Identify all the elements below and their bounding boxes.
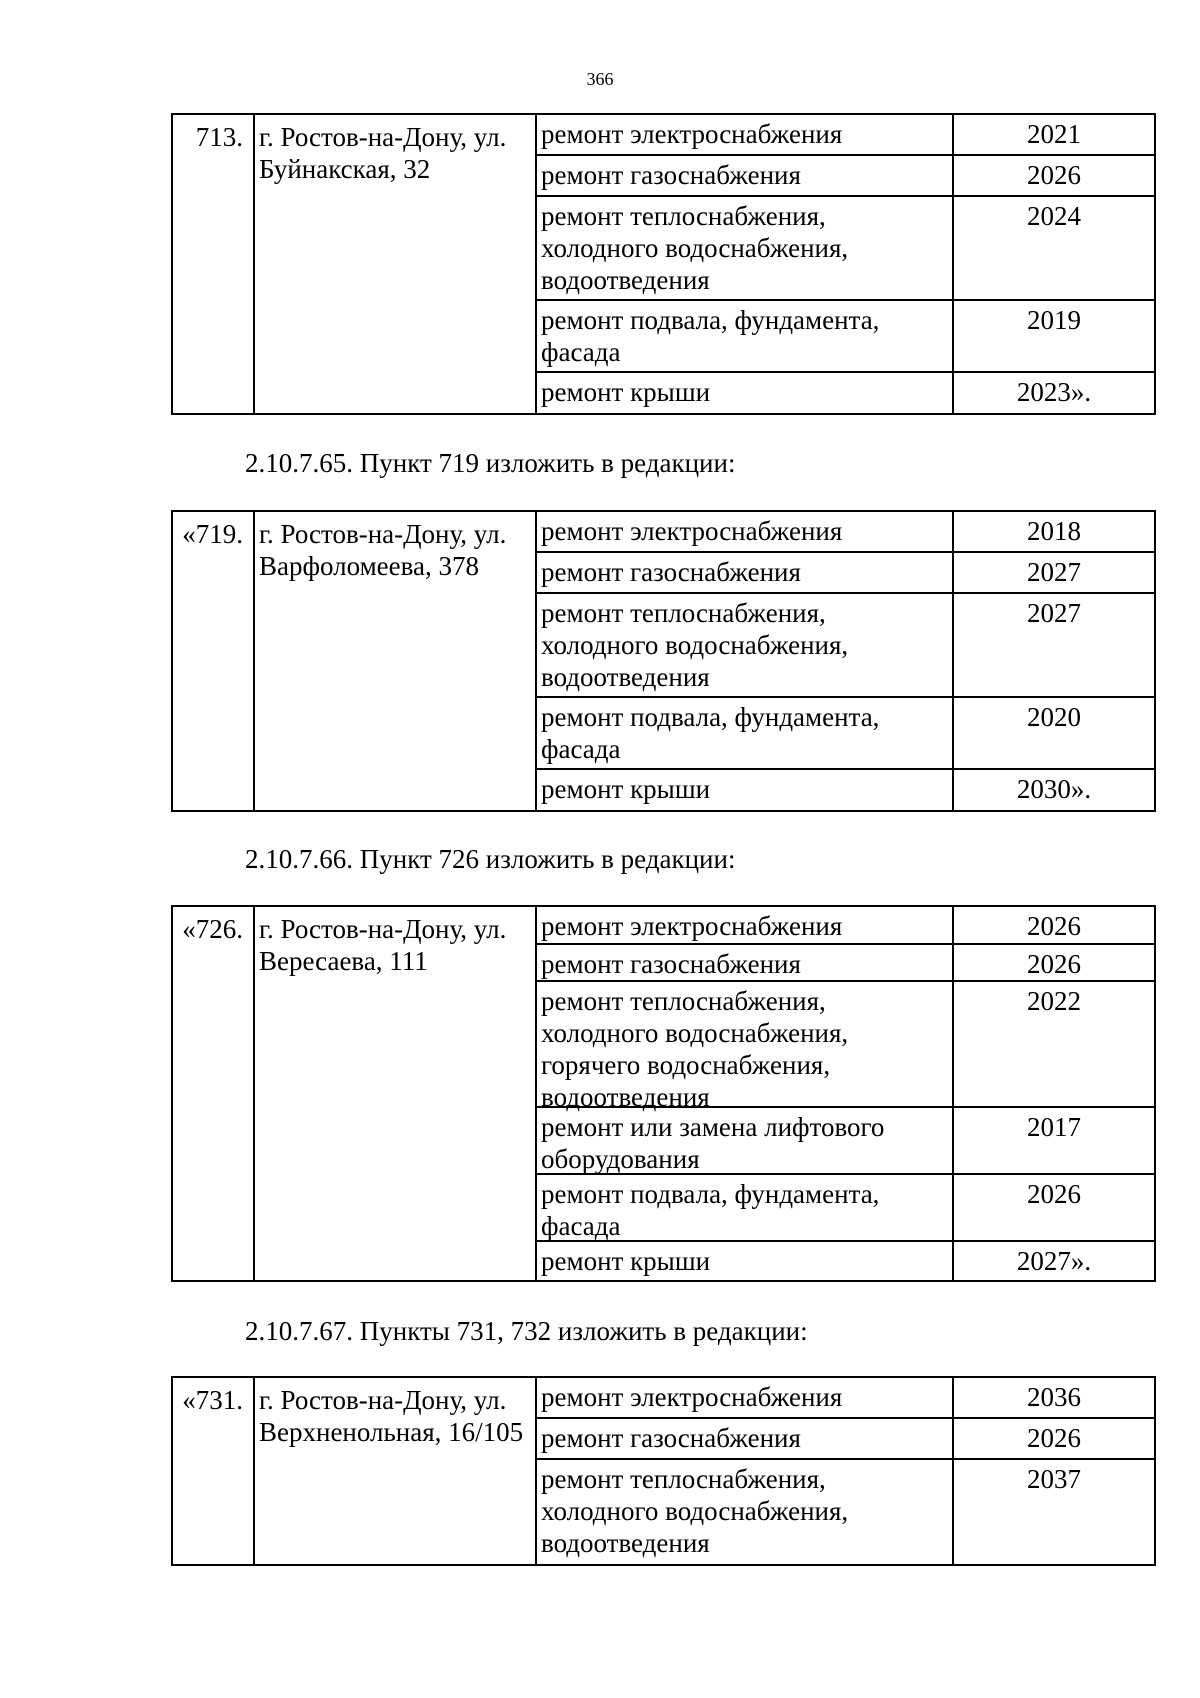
section-heading: 2.10.7.65. Пункт 719 изложить в редакции: xyxy=(245,448,736,478)
item-number: «726. xyxy=(173,907,255,1280)
works-list xyxy=(537,907,1154,1280)
table-row xyxy=(537,512,1154,553)
table-item-731 xyxy=(171,1376,1156,1566)
work-name: ремонт подвала, фундамента, фасада xyxy=(537,698,954,768)
table-row xyxy=(537,1460,1154,1564)
work-name: ремонт газоснабжения xyxy=(537,1419,954,1458)
work-year: 2037 xyxy=(1027,1464,1081,1494)
item-address: г. Ростов-на-Дону, ул. Буйнакская, 32 xyxy=(255,115,537,413)
table-row xyxy=(537,907,1154,945)
item-address: г. Ростов-на-Дону, ул. Верхненольная, 16/105 xyxy=(255,1378,537,1564)
works-list xyxy=(537,115,1154,413)
section-heading: 2.10.7.67. Пункты 731, 732 изложить в редакции: xyxy=(245,1316,808,1346)
item-address: г. Ростов-на-Дону, ул. Вересаева, 111 xyxy=(255,907,537,1280)
section-heading: 2.10.7.66. Пункт 726 изложить в редакции: xyxy=(245,844,736,874)
work-year: 2018 xyxy=(1027,516,1081,546)
table-row xyxy=(537,770,1154,810)
work-name: ремонт газоснабжения xyxy=(537,945,954,982)
work-name: ремонт теплоснабжения, холодного водоснабжения, водоотведения xyxy=(537,1460,954,1564)
table-item-713 xyxy=(171,113,1156,415)
work-name: ремонт крыши xyxy=(537,1242,954,1280)
work-year: 2027 xyxy=(1027,557,1081,587)
work-year: 2026 xyxy=(1027,949,1081,979)
item-number: «719. xyxy=(173,512,255,810)
work-name: ремонт теплоснабжения, холодного водоснабжения, водоотведения xyxy=(537,594,954,696)
table-item-719 xyxy=(171,510,1156,812)
table-row xyxy=(537,945,1154,982)
table-row xyxy=(537,115,1154,156)
work-name: ремонт газоснабжения xyxy=(537,156,954,195)
work-year: 2026 xyxy=(1027,911,1081,941)
work-name: ремонт электроснабжения xyxy=(537,1378,954,1417)
table-item-726 xyxy=(171,905,1156,1282)
work-name: ремонт крыши xyxy=(537,770,954,810)
table-row xyxy=(537,594,1154,698)
table-row xyxy=(537,1108,1154,1175)
item-number: 713. xyxy=(173,115,255,413)
item-address: г. Ростов-на-Дону, ул. Варфоломеева, 378 xyxy=(255,512,537,810)
work-name: ремонт или замена лифтового оборудования xyxy=(537,1108,954,1177)
item-number: «731. xyxy=(173,1378,255,1564)
work-name: ремонт электроснабжения xyxy=(537,115,954,154)
work-name: ремонт газоснабжения xyxy=(537,553,954,592)
table-row xyxy=(537,301,1154,373)
table-row xyxy=(537,1175,1154,1242)
table-row xyxy=(537,1242,1154,1280)
work-name: ремонт электроснабжения xyxy=(537,907,954,944)
work-name: ремонт подвала, фундамента, фасада xyxy=(537,301,954,371)
work-year: 2026 xyxy=(1027,160,1081,190)
work-year: 2021 xyxy=(1027,119,1081,149)
table-row xyxy=(537,1378,1154,1419)
works-list xyxy=(537,1378,1154,1564)
table-row xyxy=(537,373,1154,413)
work-year: 2026 xyxy=(1027,1423,1081,1453)
work-year: 2030». xyxy=(1016,774,1092,804)
work-year: 2020 xyxy=(1027,702,1081,732)
work-year: 2019 xyxy=(1027,305,1081,335)
table-row xyxy=(537,197,1154,301)
work-year: 2023». xyxy=(1016,377,1092,407)
work-name: ремонт крыши xyxy=(537,373,954,413)
work-name: ремонт подвала, фундамента, фасада xyxy=(537,1175,954,1244)
work-name: ремонт теплоснабжения, холодного водоснабжения, горячего водоснабжения, водоотведения xyxy=(537,982,954,1115)
works-list xyxy=(537,512,1154,810)
work-name: ремонт электроснабжения xyxy=(537,512,954,551)
work-year: 2036 xyxy=(1027,1382,1081,1412)
work-year: 2027». xyxy=(1016,1246,1092,1276)
work-year: 2017 xyxy=(1027,1112,1081,1142)
work-year: 2027 xyxy=(1027,598,1081,628)
table-row xyxy=(537,156,1154,197)
page-number: 366 xyxy=(586,69,614,89)
table-row xyxy=(537,553,1154,594)
work-name: ремонт теплоснабжения, холодного водоснабжения, водоотведения xyxy=(537,197,954,299)
table-row xyxy=(537,698,1154,770)
work-year: 2024 xyxy=(1027,201,1081,231)
table-row xyxy=(537,1419,1154,1460)
work-year: 2022 xyxy=(1027,986,1081,1016)
work-year: 2026 xyxy=(1027,1179,1081,1209)
table-row xyxy=(537,982,1154,1112)
